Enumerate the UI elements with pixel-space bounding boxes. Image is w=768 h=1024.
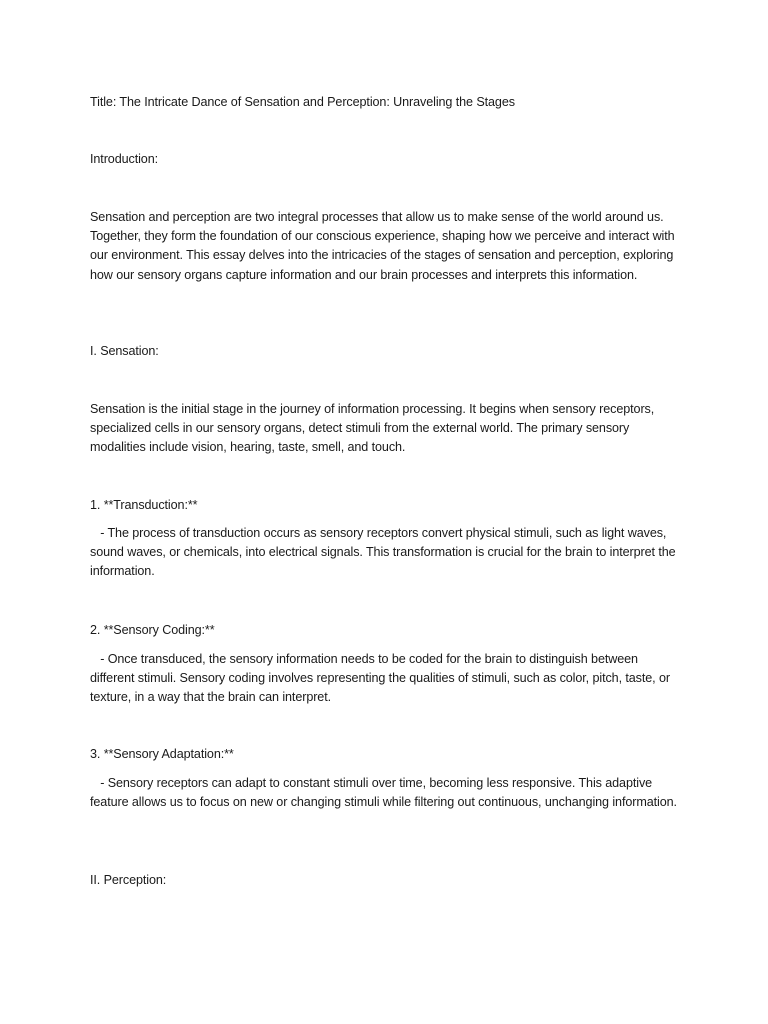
item-sensory-coding-text: - Once transduced, the sensory information needs to be coded for the brain to distinguish between different stimuli. Sensory coding involves representing the qualities of stimuli, such as color, pitch, taste, or texture, in a way that the brain can interpret.: [90, 652, 674, 705]
document-title: Title: The Intricate Dance of Sensation and Perception: Unraveling the Stages: [90, 95, 515, 109]
item-transduction-text: - The process of transduction occurs as sensory receptors convert physical stimuli, such as light waves, sound waves, or chemicals, into electrical signals. This transformation is crucial for the brain to interpret the information.: [90, 526, 679, 579]
sensation-paragraph: Sensation is the initial stage in the journey of information processing. It begins when sensory receptors, specialized cells in our sensory organs, detect stimuli from the external world. The primary sensory modalities include vision, hearing, taste, smell, and touch.: [90, 402, 655, 455]
section-perception-heading: II. Perception:: [90, 873, 167, 887]
item-sensory-adaptation-heading: 3. **Sensory Adaptation:**: [90, 747, 234, 761]
item-sensory-adaptation-text: - Sensory receptors can adapt to constant stimuli over time, becoming less responsive. This adaptive feature allows us to focus on new or changing stimuli while filtering out continuous, unchanging information.: [90, 776, 677, 810]
introduction-heading: Introduction:: [90, 152, 159, 166]
item-sensory-coding-heading: 2. **Sensory Coding:**: [90, 623, 215, 637]
item-transduction-heading: 1. **Transduction:**: [90, 498, 198, 512]
introduction-paragraph: Sensation and perception are two integral processes that allow us to make sense of the world around us. Together, they form the foundation of our conscious experience, shaping how we perceive and interact with our environment. This essay delves into the intricacies of the stages of sensation and perception, exploring how our sensory organs capture information and our brain processes and interprets this information.: [90, 210, 675, 282]
section-sensation-heading: I. Sensation:: [90, 344, 159, 358]
